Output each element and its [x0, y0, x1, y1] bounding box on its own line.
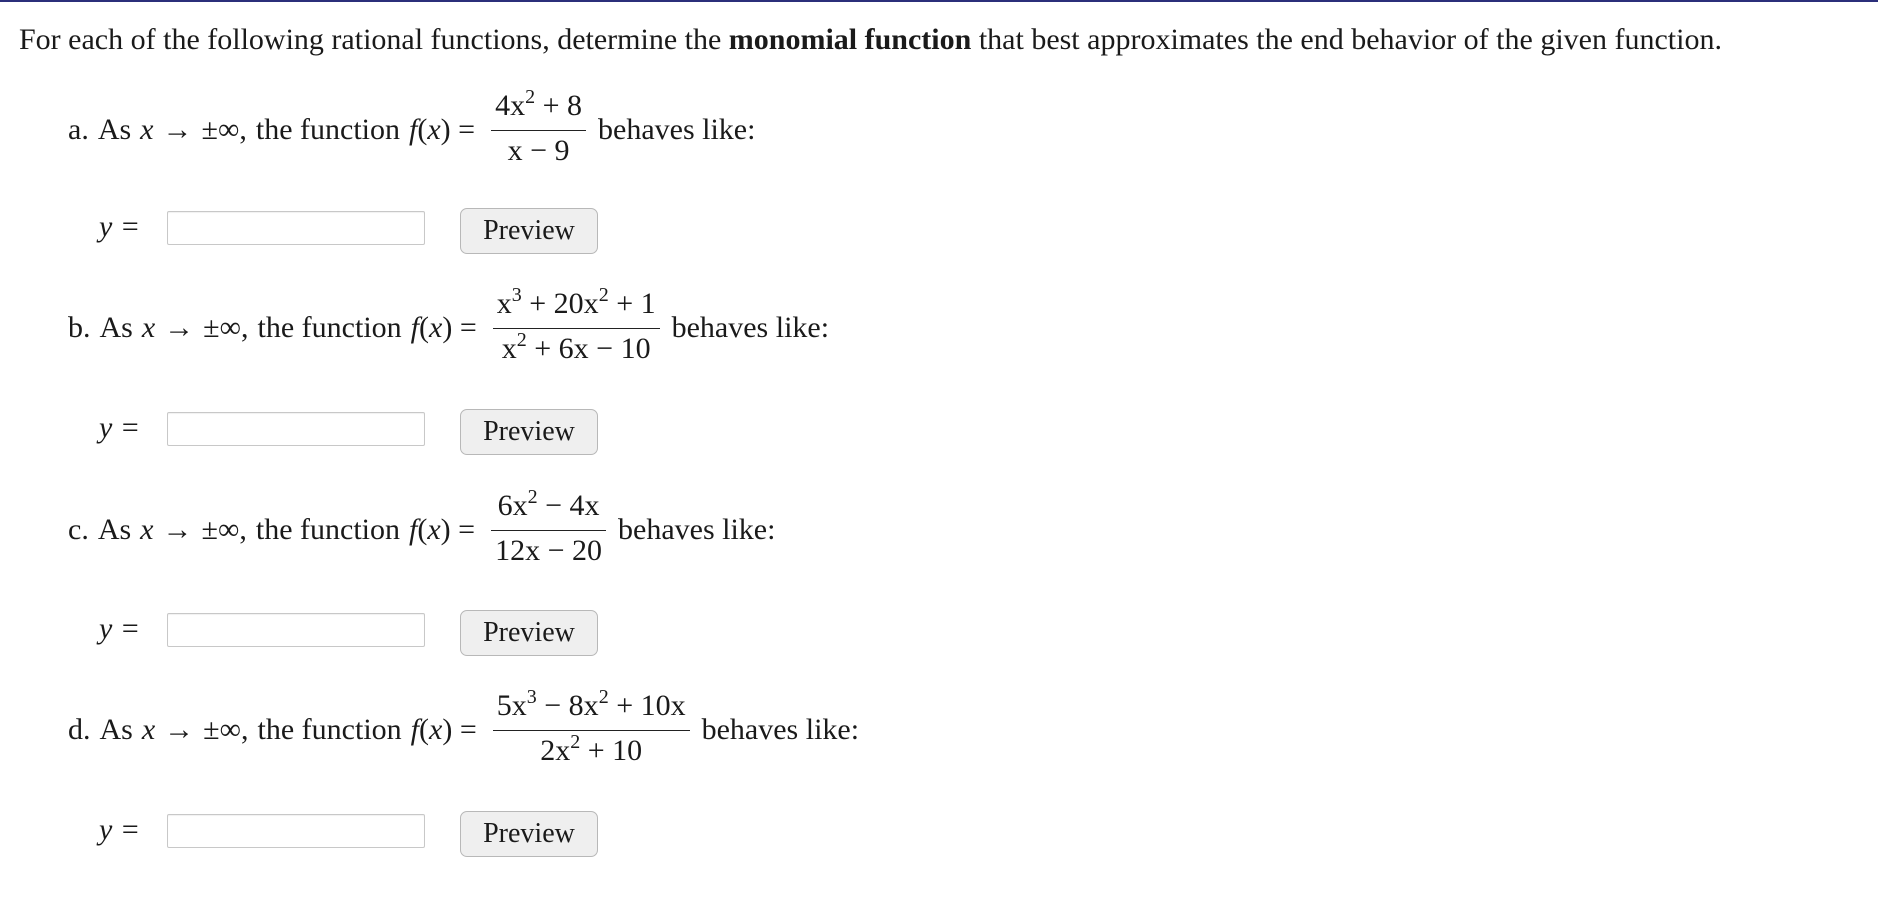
part-label: a. [68, 113, 89, 146]
y-equals-label: y = [99, 411, 141, 444]
answer-input-b[interactable] [167, 412, 425, 446]
variable-x: x [140, 113, 154, 146]
question-part-d [0, 675, 1878, 815]
denominator: $2x^2 + 10$ [540, 730, 643, 767]
behaves-like-text: behaves like: [618, 513, 776, 546]
answer-row-d [0, 811, 1878, 851]
y-equals-label: y = [99, 813, 141, 846]
y-equals-label: y = [99, 612, 141, 645]
function-name: f [410, 713, 420, 746]
plus-minus-infinity: ±∞, [203, 311, 249, 344]
fraction [493, 686, 690, 775]
function-arg: x [427, 113, 441, 146]
answer-input-c[interactable] [167, 613, 425, 647]
prompt-c [68, 475, 775, 585]
open-paren: ( [417, 113, 428, 146]
open-paren: ( [417, 513, 428, 546]
instructions-text-end: that best approximates the end behavior of the given function. [971, 23, 1722, 56]
the-function-text: the function [257, 311, 402, 344]
behaves-like-text: behaves like: [598, 113, 756, 146]
function-arg: x [429, 713, 443, 746]
instructions [19, 20, 1722, 60]
prompt-a [68, 75, 755, 185]
arrow: → [162, 113, 193, 146]
function-name: f [410, 311, 420, 344]
fraction [491, 486, 606, 575]
part-label: b. [68, 311, 91, 344]
part-label: d. [68, 713, 91, 746]
behaves-like-text: behaves like: [701, 713, 860, 746]
denominator: $x^2 + 6x - 10$ [501, 328, 651, 365]
function-name: f [409, 513, 418, 546]
the-function-text: the function [255, 113, 400, 146]
arrow: → [162, 513, 193, 546]
answer-input-d[interactable] [167, 814, 425, 848]
answer-row-a [0, 208, 1878, 248]
plus-minus-infinity: ±∞, [203, 713, 249, 746]
denominator: x − 9 [507, 133, 570, 167]
preview-button-b[interactable]: Preview [460, 409, 598, 455]
behaves-like-text: behaves like: [671, 311, 830, 344]
the-function-text: the function [257, 713, 402, 746]
instructions-text: For each of the following rational functions, determine the [19, 23, 729, 56]
prompt-b [68, 273, 829, 383]
function-arg: x [429, 311, 443, 344]
plus-minus-infinity: ±∞, [201, 113, 247, 146]
numerator: $x^3 + 20x^2 + 1$ [493, 284, 660, 329]
plus-minus-infinity: ±∞, [201, 513, 247, 546]
the-function-text: the function [255, 513, 400, 546]
part-label: c. [68, 513, 89, 546]
fraction [493, 284, 660, 373]
as-text: As [97, 113, 132, 146]
open-paren: ( [419, 713, 430, 746]
as-text: As [99, 713, 133, 746]
top-border [0, 0, 1878, 2]
answer-input-a[interactable] [167, 211, 425, 245]
numerator: $6x^2 - 4x$ [491, 486, 606, 531]
close-paren-equals: ) = [442, 311, 477, 344]
close-paren-equals: ) = [440, 113, 476, 146]
arrow: → [164, 311, 195, 344]
question-part-a [0, 75, 1878, 215]
as-text: As [99, 311, 133, 344]
variable-x: x [141, 713, 156, 746]
preview-button-c[interactable]: Preview [460, 610, 598, 656]
fraction [491, 86, 586, 175]
prompt-d [68, 675, 859, 785]
close-paren-equals: ) = [440, 513, 476, 546]
variable-x: x [140, 513, 154, 546]
preview-button-a[interactable]: Preview [460, 208, 598, 254]
y-equals-label: y = [99, 210, 141, 243]
denominator: 12x − 20 [495, 533, 603, 567]
answer-row-b [0, 409, 1878, 449]
question-part-c [0, 475, 1878, 615]
function-arg: x [427, 513, 441, 546]
preview-button-d[interactable]: Preview [460, 811, 598, 857]
instructions-bold: monomial function [728, 23, 972, 56]
answer-row-c [0, 610, 1878, 650]
question-part-b [0, 273, 1878, 413]
arrow: → [164, 713, 195, 746]
open-paren: ( [419, 311, 430, 344]
numerator: $4x^2 + 8$ [491, 86, 586, 131]
close-paren-equals: ) = [442, 713, 477, 746]
numerator: $5x^3 - 8x^2 + 10x$ [493, 686, 690, 731]
variable-x: x [141, 311, 156, 344]
as-text: As [97, 513, 132, 546]
function-name: f [409, 113, 418, 146]
